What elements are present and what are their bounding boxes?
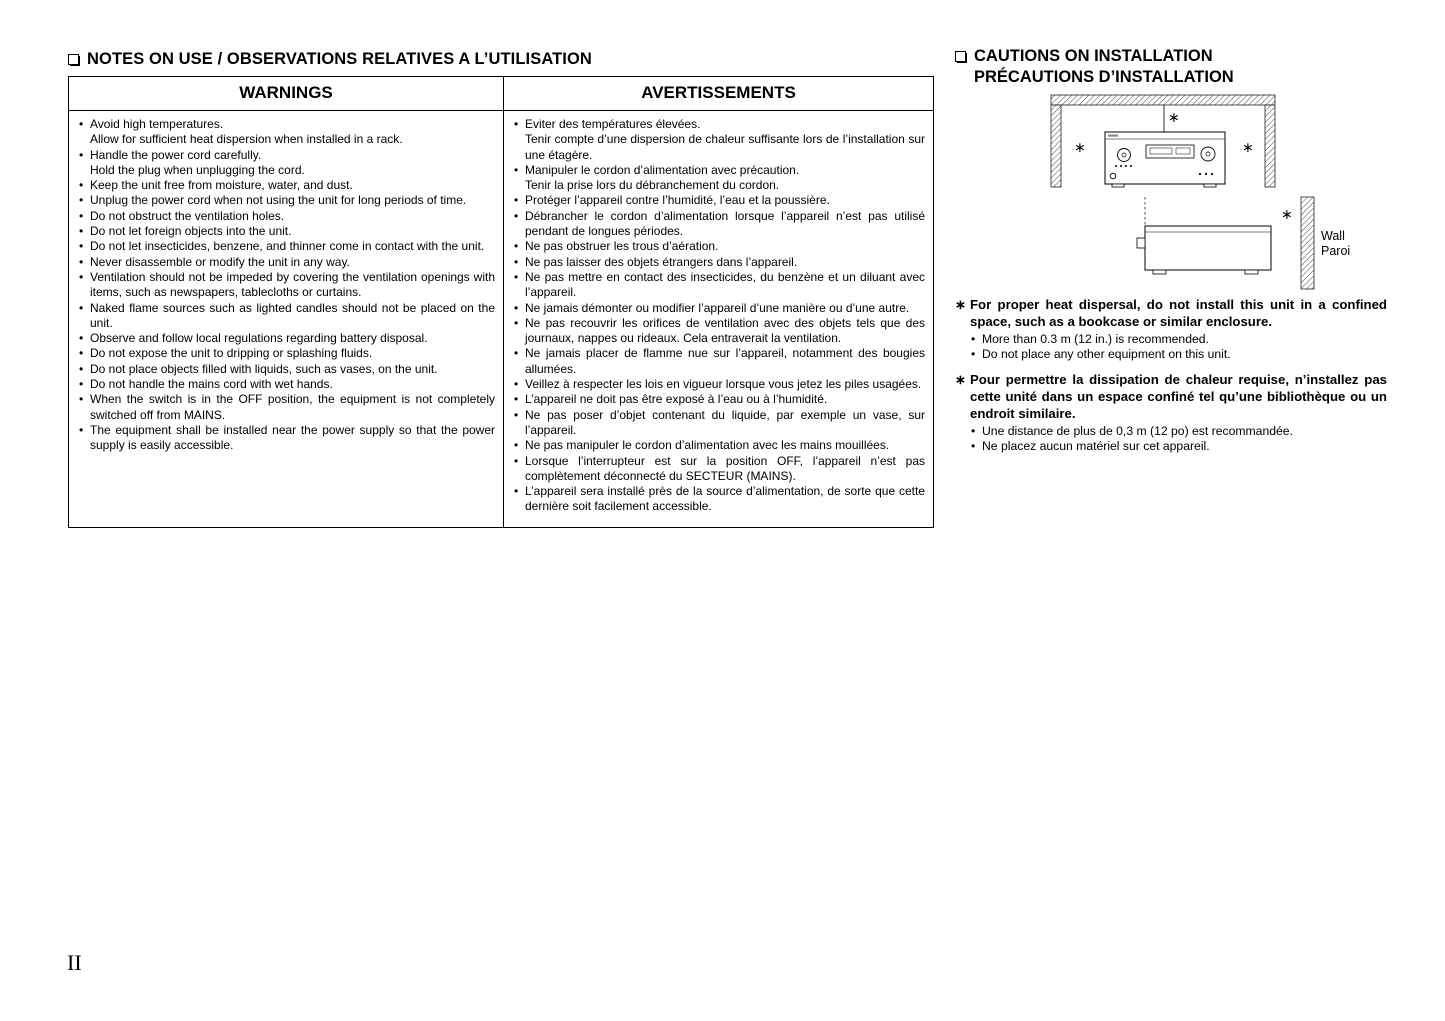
- heat-dispersal-note-fr: [955, 371, 1387, 455]
- note-heading-en: ∗ For proper heat dispersal, do not install this unit in a confined space, such as a bookcase or similar enclosure.: [955, 297, 1387, 329]
- avertissement-item: • Ne pas laisser des objets étrangers dans l’appareil.: [514, 255, 925, 270]
- receiver-front-illustration: [1105, 132, 1225, 187]
- cautions-title-line1: CAUTIONS ON INSTALLATION: [955, 46, 1234, 67]
- avertissement-item: • Ne pas manipuler le cordon d’alimentation avec les mains mouillées.: [514, 438, 925, 453]
- avertissement-item: • Protéger l’appareil contre l’humidité, l’eau et la poussière.: [514, 193, 925, 208]
- warning-item: • Ventilation should not be impeded by covering the ventilation openings with items, such as newspapers, tablecloths or curtains.: [79, 270, 495, 301]
- note-bullets-en: [971, 332, 1387, 363]
- wall-hatch: [1301, 197, 1314, 289]
- warning-item: • Do not let insecticides, benzene, and thinner come in contact with the unit.: [79, 239, 495, 254]
- note-bullets-fr: [971, 424, 1387, 455]
- warning-item: • Naked flame sources such as lighted candles should not be placed on the unit.: [79, 301, 495, 332]
- warning-item: • Never disassemble or modify the unit in any way.: [79, 255, 495, 270]
- cautions-section-title: [955, 46, 1234, 88]
- heat-dispersal-note-en: [955, 296, 1387, 363]
- avertissement-item: • Ne jamais démonter ou modifier l’appareil d’une manière ou d’une autre.: [514, 301, 925, 316]
- note-heading-fr: ∗ Pour permettre la dissipation de chaleur requise, n’installez pas cette unité dans un espace confiné tel qu’une bibliothèque ou un endroit similaire.: [955, 372, 1387, 421]
- installation-clearance-diagram: [1050, 94, 1278, 199]
- avertissement-item: • L’appareil ne doit pas être exposé à l’eau ou à l’humidité.: [514, 392, 925, 407]
- note-bullet: • Do not place any other equipment on this unit.: [971, 347, 1387, 362]
- wall-diagram-svg: [1133, 196, 1323, 290]
- avertissement-item: • Lorsque l’interrupteur est sur la position OFF, l’appareil n’est pas complètement déconnecté du SECTEUR (MAINS).: [514, 454, 925, 485]
- wall-label: Wall Paroi: [1321, 229, 1351, 258]
- right-clearance-asterisk: ∗: [1242, 140, 1254, 156]
- rear-clearance-asterisk: ∗: [1281, 207, 1293, 223]
- avertissement-item: • Ne pas mettre en contact des insecticides, du benzène et un diluant avec l’appareil.: [514, 270, 925, 301]
- avertissement-item: • Ne pas obstruer les trous d’aération.: [514, 239, 925, 254]
- notes-title-text: NOTES ON USE / OBSERVATIONS RELATIVES A L’UTILISATION: [87, 50, 592, 68]
- right-wall-hatch: [1265, 105, 1275, 187]
- warning-item: • Do not place objects filled with liquids, such as vases, on the unit.: [79, 362, 495, 377]
- note-bullet: • Une distance de plus de 0,3 m (12 po) est recommandée.: [971, 424, 1387, 439]
- unit-side-illustration: [1137, 226, 1271, 274]
- warning-item: • Do not let foreign objects into the unit.: [79, 224, 495, 239]
- avertissement-item: • Manipuler le cordon d’alimentation avec précaution. Tenir la prise lors du débranchement du cordon.: [514, 163, 925, 194]
- warning-item: • Keep the unit free from moisture, water, and dust.: [79, 178, 495, 193]
- section-marker-icon: [68, 54, 79, 65]
- warning-item: • When the switch is in the OFF position, the equipment is not completely switched off from MAINS.: [79, 392, 495, 423]
- warnings-column-header: WARNINGS: [239, 83, 333, 102]
- note-bullet: • More than 0.3 m (12 in.) is recommended.: [971, 332, 1387, 347]
- warning-item: • Do not obstruct the ventilation holes.: [79, 209, 495, 224]
- avertissement-item: • Eviter des températures élevées. Tenir compte d’une dispersion de chaleur suffisante lors de l’installation sur une étagère.: [514, 117, 925, 163]
- avertissements-column-header: AVERTISSEMENTS: [503, 77, 933, 110]
- asterisk-icon: ∗: [955, 297, 967, 312]
- avertissements-cell: [503, 111, 933, 527]
- warning-item: • Avoid high temperatures. Allow for sufficient heat dispersion when installed in a rack.: [79, 117, 495, 148]
- warning-item: • Do not handle the mains cord with wet hands.: [79, 377, 495, 392]
- left-clearance-asterisk: ∗: [1074, 140, 1086, 156]
- warning-item: • Observe and follow local regulations regarding battery disposal.: [79, 331, 495, 346]
- warning-item: • The equipment shall be installed near the power supply so that the power supply is easily accessible.: [79, 423, 495, 454]
- section-marker-icon: [955, 51, 966, 62]
- note-bullet: • Ne placez aucun matériel sur cet appareil.: [971, 439, 1387, 454]
- avertissement-item: • Veillez à respecter les lois en vigueur lorsque vous jetez les piles usagées.: [514, 377, 925, 392]
- ceiling-hatch: [1051, 95, 1275, 105]
- avertissements-list: [514, 117, 925, 515]
- warnings-table: [68, 76, 934, 528]
- table-header-row: [69, 77, 933, 111]
- clearance-diagram-svg: [1050, 94, 1278, 194]
- table-body-row: [69, 111, 933, 527]
- page-number: II: [67, 950, 82, 975]
- warning-item: • Do not expose the unit to dripping or splashing fluids.: [79, 346, 495, 361]
- cautions-title-line2: PRÉCAUTIONS D’INSTALLATION: [974, 68, 1234, 86]
- warning-item: • Handle the power cord carefully. Hold the plug when unplugging the cord.: [79, 148, 495, 179]
- wall-clearance-diagram: [1133, 196, 1323, 295]
- warning-item: • Unplug the power cord when not using the unit for long periods of time.: [79, 193, 495, 208]
- avertissement-item: • Ne jamais placer de flamme nue sur l’appareil, notamment des bougies allumées.: [514, 346, 925, 377]
- notes-section-title: [68, 50, 592, 69]
- top-clearance-asterisk: ∗: [1168, 110, 1180, 126]
- asterisk-icon: ∗: [955, 372, 967, 387]
- warnings-list: [79, 117, 495, 454]
- avertissement-item: • Ne pas recouvrir les orifices de ventilation avec des objets tels que des journaux, nappes ou rideaux. Cela entraverait la ventilation.: [514, 316, 925, 347]
- avertissement-item: • L’appareil sera installé près de la source d’alimentation, de sorte que cette dernière soit facilement accessible.: [514, 484, 925, 515]
- avertissement-item: • Débrancher le cordon d’alimentation lorsque l’appareil n’est pas utilisé pendant de longues périodes.: [514, 209, 925, 240]
- avertissement-item: • Ne pas poser d’objet contenant du liquide, par exemple un vase, sur l’appareil.: [514, 408, 925, 439]
- left-wall-hatch: [1051, 105, 1061, 187]
- warnings-cell: [69, 111, 503, 527]
